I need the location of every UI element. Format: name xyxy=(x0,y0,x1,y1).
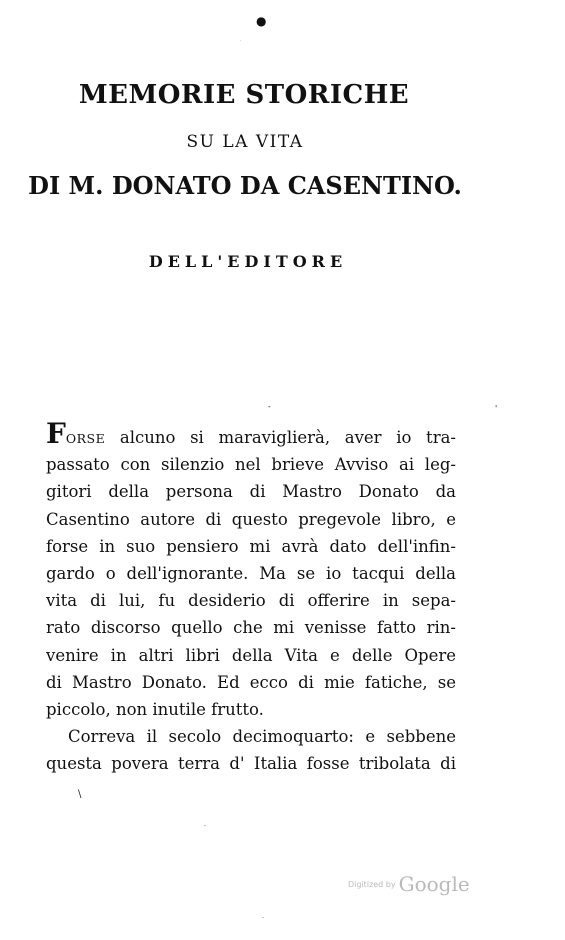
text-line: forse in suo pensiero mi avrà dato dell'infin- xyxy=(46,536,456,556)
lead-word: ORSE xyxy=(65,431,106,446)
text-line: gardo o dell'ignorante. Ma se io tacqui della xyxy=(46,563,456,583)
text-line: passato con silenzio nel brieve Avviso ai leg- xyxy=(46,455,456,475)
watermark-brand: Google xyxy=(398,872,470,896)
ink-speck: · xyxy=(262,915,264,922)
text-line: questa povera terra d' Italia fosse tribolata di xyxy=(46,754,456,774)
author-heading: DELL'EDITORE xyxy=(148,252,348,271)
body-paragraphs xyxy=(46,417,456,777)
text-line: gitori della persona di Mastro Donato da xyxy=(46,482,456,502)
drop-cap: F xyxy=(46,417,66,450)
text-line: Casentino autore di questo pregevole libro, e xyxy=(46,509,456,529)
ink-speck: \ xyxy=(78,789,82,800)
text-line: venire in altri libri della Vita e delle Opere xyxy=(46,645,456,665)
title-line-3: DI M. DONATO DA CASENTINO. xyxy=(28,171,462,200)
text-line: Correva il secolo decimoquarto: e sebbene xyxy=(68,727,456,747)
ink-speck: ' xyxy=(495,404,498,413)
ink-speck: · xyxy=(240,38,242,43)
text-line: di Mastro Donato. Ed ecco di mie fatiche, se xyxy=(46,672,456,692)
text-line: piccolo, non inutile frutto. xyxy=(46,699,264,719)
text-line xyxy=(46,417,456,451)
text-line: rato discorso quello che mi venisse fatto rin- xyxy=(46,618,456,638)
ink-speck: · xyxy=(204,823,206,830)
text-line: vita di lui, fu desiderio di offerire in sepa- xyxy=(46,591,456,611)
title-line-1: MEMORIE STORICHE xyxy=(78,80,410,110)
ink-speck: ● xyxy=(256,14,267,28)
line-text: alcuno si maraviglierà, aver io tra- xyxy=(105,428,456,447)
ink-speck: - xyxy=(268,402,271,411)
digitized-watermark xyxy=(348,872,470,896)
watermark-small-text: Digitized by xyxy=(348,879,396,889)
title-line-2: SU LA VITA xyxy=(186,132,304,152)
